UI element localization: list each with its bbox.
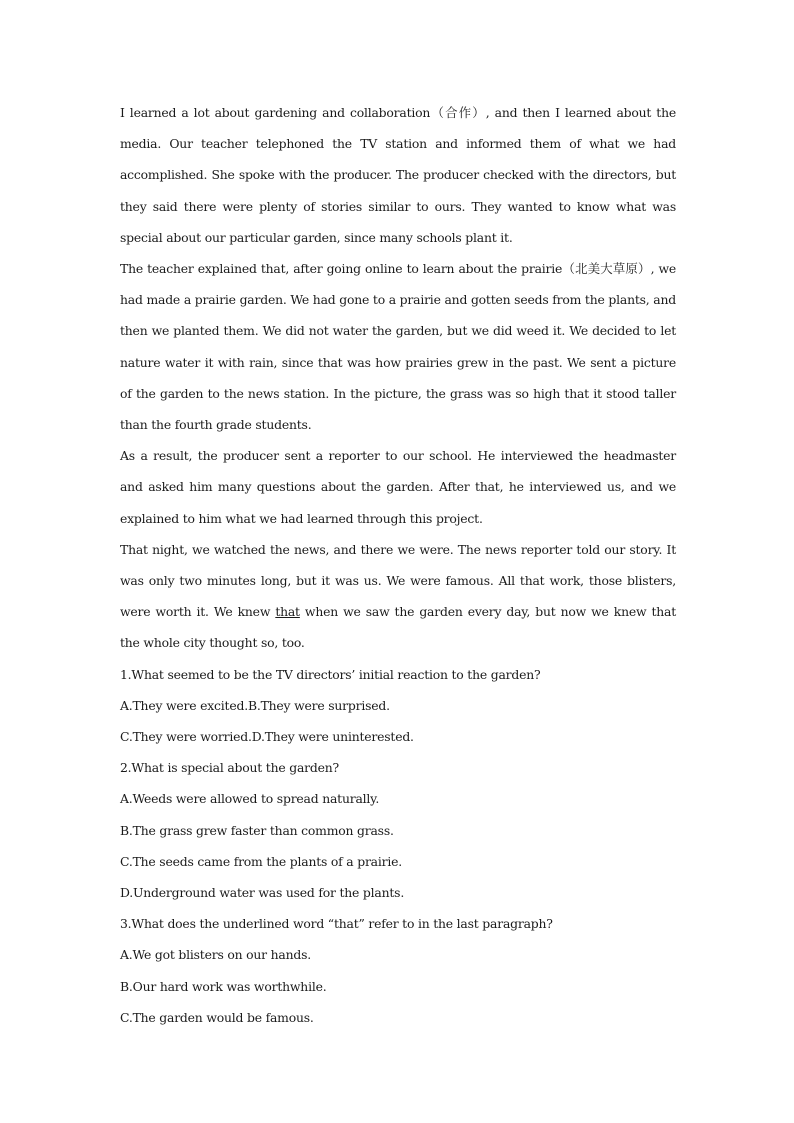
question-stem: 2.What is special about the garden?: [120, 760, 339, 776]
document-page: [120, 97, 676, 1033]
option-line: C.The seeds came from the plants of a prairie.: [120, 853, 402, 869]
option-line: C.The garden would be famous.: [120, 1009, 314, 1025]
paragraph-1: I learned a lot about gardening and collaboration（合作）, and then I learned about the media. Our teacher telephoned the TV station and informed them of what we had accomplished. She spoke with the producer. The producer checked with the directors, but they said there were plenty of stories similar to ours. They wanted to know what was special about our particular garden, since many schools plant it.: [120, 105, 676, 245]
question-3: [120, 908, 676, 1033]
option-line: B.The grass grew faster than common grass.: [120, 822, 394, 838]
paragraph-2: The teacher explained that, after going online to learn about the prairie（北美大草原）, we had made a prairie garden. We had gone to a prairie and gotten seeds from the plants, and then we planted them. We did not water the garden, but we did weed it. We decided to let nature water it with rain, since that was how prairies grew in the past. We sent a picture of the garden to the news station. In the picture, the grass was so high that it stood taller than the fourth grade students.: [120, 261, 676, 433]
option-line: A.Weeds were allowed to spread naturally.: [120, 791, 380, 807]
question-2: [120, 752, 676, 908]
underlined-word: that: [275, 604, 300, 620]
question-stem: 3.What does the underlined word “that” refer to in the last paragraph?: [120, 916, 553, 932]
option-line: A.We got blisters on our hands.: [120, 947, 311, 963]
option-line: A.They were excited.B.They were surprised.: [120, 697, 390, 713]
option-line: C.They were worried.D.They were uninterested.: [120, 729, 414, 745]
option-line: B.Our hard work was worthwhile.: [120, 978, 327, 994]
option-line: D.Underground water was used for the plants.: [120, 885, 405, 901]
question-stem: 1.What seemed to be the TV directors’ initial reaction to the garden?: [120, 666, 541, 682]
paragraph-4-after: when we saw the garden every day, but now we knew that the whole city thought so, too.: [120, 604, 676, 651]
paragraph-3: As a result, the producer sent a reporter to our school. He interviewed the headmaster and asked him many questions about the garden. After that, he interviewed us, and we explained to him what we had learned through this project.: [120, 448, 676, 526]
question-1: [120, 659, 676, 753]
paragraph-4: [120, 534, 676, 659]
paragraph-4-before: That night, we watched the news, and there we were. The news reporter told our story. It was only two minutes long, but it was us. We were famous. All that work, those blisters, were worth it. We knew: [120, 541, 676, 620]
